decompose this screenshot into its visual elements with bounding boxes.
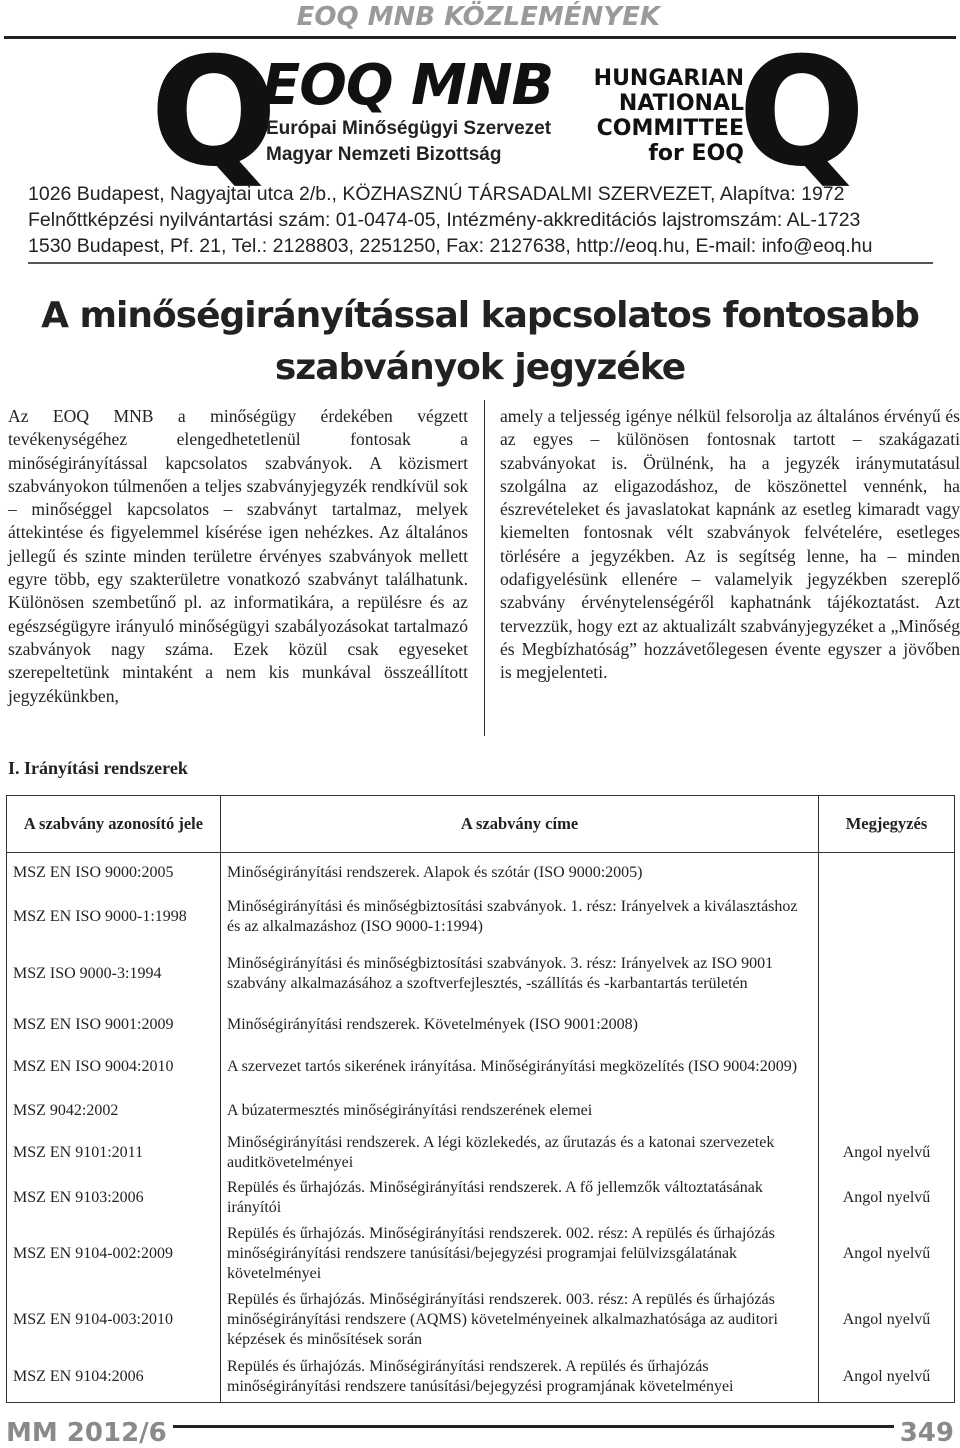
standard-id: MSZ EN 9104-003:2010 bbox=[7, 1287, 221, 1353]
logo-subtitle-2: Magyar Nemzeti Bizottság bbox=[266, 144, 502, 165]
table-row bbox=[7, 893, 955, 941]
footer-issue: MM 2012/6 bbox=[0, 1418, 173, 1448]
address-line-2: Felnőttképzési nyilvántartási szám: 01-0474-05, Intézmény-akkreditációs lajstromszám: AL-1723 bbox=[28, 209, 861, 231]
footer-page-number: 349 bbox=[894, 1418, 960, 1448]
table-row bbox=[7, 1043, 955, 1091]
intro-column-right: amely a teljesség igénye nélkül felsorolja az általános érvényű és az egyes – különösen fontosnak tartott – szakágazati szabványokat is. Örülnénk, ha a jegyzék iránymutatásul szolgálna az eligazodáshoz, de köszönettel vennénk, ha észrevételeket és javaslatokat kapnánk az esetleg kimaradt vagy kiemelten fontosnak vélt szabványok felvételére, esetleges törlésére a jegyzékben. Az is segítség lenne, ha – minden odafigyelésünk ellenére – valamelyik jegyzékben szereplő szabvány érvénytelenségéről kaphatnánk tájékoztatást. Azt tervezzük, hogy ezt az aktualizált szabványjegyzéket a „Minőség és Megbízhatóság” hozzávetőlegesen évente egyszer a jövőben is megjelenteti. bbox=[500, 406, 960, 683]
address-line-3: 1530 Budapest, Pf. 21, Tel.: 2128803, 2251250, Fax: 2127638, http://eoq.hu, E-mail: info@eoq.hu bbox=[28, 235, 873, 257]
standard-note bbox=[819, 941, 955, 1007]
standard-title: Repülés és űrhajózás. Minőségirányítási rendszerek. A repülés és űrhajózás minőségirányítási rendszere tanúsítási/bejegyzési programjának követelményei bbox=[221, 1353, 819, 1403]
table-row bbox=[7, 941, 955, 1007]
standard-id: MSZ EN ISO 9000:2005 bbox=[7, 853, 221, 893]
standard-note: Angol nyelvű bbox=[819, 1175, 955, 1221]
standard-note bbox=[819, 1091, 955, 1131]
standard-note: Angol nyelvű bbox=[819, 1353, 955, 1403]
standard-id: MSZ ISO 9000-3:1994 bbox=[7, 941, 221, 1007]
section-heading: I. Irányítási rendszerek bbox=[8, 758, 188, 778]
table-row bbox=[7, 1007, 955, 1043]
standard-note: Angol nyelvű bbox=[819, 1287, 955, 1353]
standard-title: Minőségirányítási és minőségbiztosítási szabványok. 1. rész: Irányelvek a kiválasztáshoz és az alkalmazáshoz (ISO 9000-1:1994) bbox=[221, 893, 819, 941]
standard-title: Minőségirányítási rendszerek. Alapok és szótár (ISO 9000:2005) bbox=[221, 853, 819, 893]
address-rule bbox=[28, 262, 933, 264]
column-header-id: A szabvány azonosító jele bbox=[7, 796, 221, 853]
standard-id: MSZ EN 9104:2006 bbox=[7, 1353, 221, 1403]
standard-note bbox=[819, 1007, 955, 1043]
logo-title: EOQ MNB bbox=[262, 53, 554, 118]
column-header-title: A szabvány címe bbox=[221, 796, 819, 853]
standard-id: MSZ EN ISO 9000-1:1998 bbox=[7, 893, 221, 941]
table-row bbox=[7, 1287, 955, 1353]
committee-line: NATIONAL bbox=[618, 91, 744, 116]
standard-note: Angol nyelvű bbox=[819, 1131, 955, 1175]
eoq-logo-q-right: Q bbox=[738, 26, 866, 200]
table-row bbox=[7, 1175, 955, 1221]
standard-note bbox=[819, 853, 955, 893]
standard-id: MSZ 9042:2002 bbox=[7, 1091, 221, 1131]
standard-id: MSZ EN ISO 9001:2009 bbox=[7, 1007, 221, 1043]
committee-line: HUNGARIAN bbox=[593, 66, 744, 91]
standard-title: Minőségirányítási rendszerek. A légi közlekedés, az űrutazás és a katonai szervezetek auditkövetelményei bbox=[221, 1131, 819, 1175]
article-title-line-2: szabványok jegyzéke bbox=[274, 347, 686, 388]
standard-id: MSZ EN ISO 9004:2010 bbox=[7, 1043, 221, 1091]
table-header-row bbox=[7, 796, 955, 853]
article-title-line-1: A minőségirányítással kapcsolatos fontosabb bbox=[41, 295, 919, 336]
table-row bbox=[7, 853, 955, 893]
standard-note bbox=[819, 893, 955, 941]
standard-note: Angol nyelvű bbox=[819, 1221, 955, 1287]
column-divider bbox=[484, 400, 485, 736]
standard-title: A búzatermesztés minőségirányítási rendszerének elemei bbox=[221, 1091, 819, 1131]
article-title bbox=[0, 290, 960, 394]
eoq-logo-q-left: Q bbox=[150, 26, 278, 200]
standard-id: MSZ EN 9104-002:2009 bbox=[7, 1221, 221, 1287]
standard-title: A szervezet tartós sikerének irányítása. Minőségirányítási megközelítés (ISO 9004:2009) bbox=[221, 1043, 819, 1091]
standard-title: Repülés és űrhajózás. Minőségirányítási rendszerek. 002. rész: A repülés és űrhajózás minőségirányítási rendszere tanúsítási/bejegyzési programjai felülvizsgálatának követelményei bbox=[221, 1221, 819, 1287]
section-title: EOQ MNB KÖZLEMÉNYEK bbox=[296, 2, 660, 32]
logo-subtitle-1: Európai Minőségügyi Szervezet bbox=[266, 118, 552, 139]
table-row bbox=[7, 1221, 955, 1287]
standard-note bbox=[819, 1043, 955, 1091]
standard-title: Minőségirányítási rendszerek. Követelmények (ISO 9001:2008) bbox=[221, 1007, 819, 1043]
standard-id: MSZ EN 9101:2011 bbox=[7, 1131, 221, 1175]
table-row bbox=[7, 1131, 955, 1175]
committee-line: COMMITTEE bbox=[596, 116, 744, 141]
column-header-note: Megjegyzés bbox=[819, 796, 955, 853]
address-line-1: 1026 Budapest, Nagyajtai utca 2/b., KÖZHASZNÚ TÁRSADALMI SZERVEZET, Alapítva: 1972 bbox=[28, 183, 845, 205]
standard-title: Repülés és űrhajózás. Minőségirányítási rendszerek. A fő jellemzők változtatásának irányítói bbox=[221, 1175, 819, 1221]
standard-id: MSZ EN 9103:2006 bbox=[7, 1175, 221, 1221]
table-row bbox=[7, 1091, 955, 1131]
table-row bbox=[7, 1353, 955, 1403]
intro-column-left: Az EOQ MNB a minőségügy érdekében végzett tevékenységéhez elengedhetetlenül fontosak a minőségirányítással kapcsolatos szabványok. A közismert szabványokon túlmenően a teljes szabványjegyzék rendkívül sok – minőséggel kapcsolatos – szabványt tartalmaz, melyek áttekintése és figyelemmel kísérése igen nehézkes. Az általános jellegű és szinte minden területre érvényes szabványok mellett egyre több, egy szakterületre vonatkozó szabványt találhatunk. Különösen szembetűnő pl. az informatikára, a repülésre és az egészségügyre irányuló minőségügyi szabályozásokat tartalmazó szabványok nagy száma. Ezek közül csak egyeseket szerepeltetünk mintaként a nem kis munkával összeállított jegyzékünkben, bbox=[8, 406, 468, 706]
standard-title: Minőségirányítási és minőségbiztosítási szabványok. 3. rész: Irányelvek az ISO 9001 szabvány alkalmazásához a szoftverfejlesztés, -szállítás és -karbantartás területén bbox=[221, 941, 819, 1007]
committee-line: for EOQ bbox=[648, 141, 744, 166]
standard-title: Repülés és űrhajózás. Minőségirányítási rendszerek. 003. rész: A repülés és űrhajózás minőségirányítási rendszere (AQMS) követelményeinek alkalmazhatósága az auditori képzések és minősítések során bbox=[221, 1287, 819, 1353]
standards-table bbox=[6, 795, 955, 1403]
